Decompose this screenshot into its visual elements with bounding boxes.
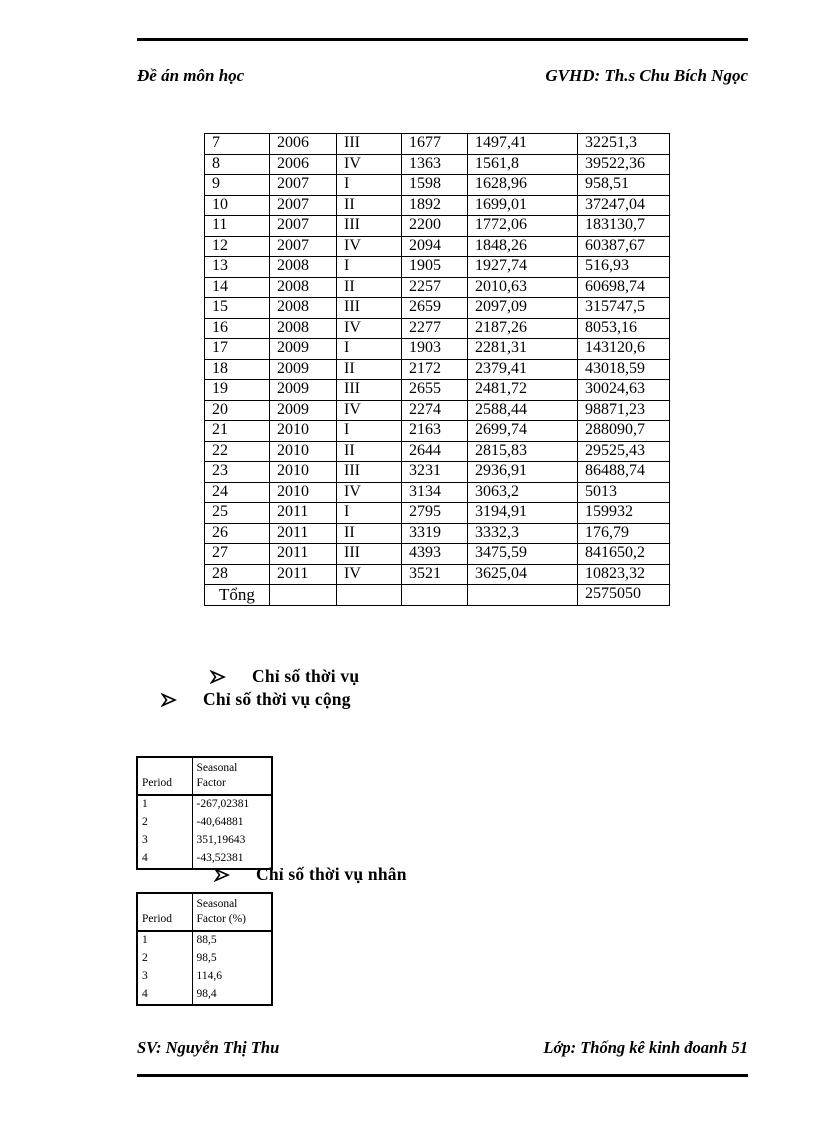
table-cell: 3 [137,968,192,987]
table-cell: 2007 [270,216,337,237]
table-row [137,986,272,1005]
table-cell: 39522,36 [578,154,670,175]
table-row [205,359,670,380]
table-row [205,298,670,319]
table-cell: 1848,26 [468,236,578,257]
table-row [205,421,670,442]
table-cell: -267,02381 [196,797,250,810]
table-cell: I [337,339,402,360]
empty-cell [402,585,468,606]
empty-cell [270,585,337,606]
table-row [205,195,670,216]
table-cell: 2 [137,813,192,832]
table-cell: 1497,41 [468,134,578,155]
seasonal-factor-multiplicative-body [137,931,272,1005]
table-cell: 8053,16 [578,318,670,339]
seasonal-factor-multiplicative-table [136,892,273,1006]
table-cell: III [337,462,402,483]
table-cell: 10 [205,195,270,216]
table-cell: 1903 [402,339,468,360]
table-row [205,441,670,462]
quarterly-data-table-body [205,134,670,585]
seasonal-factor-column-header: Seasonal Factor [192,757,272,795]
table-row [137,931,272,950]
table-cell: 2006 [270,134,337,155]
table-cell: IV [337,154,402,175]
table-cell: 3625,04 [468,564,578,585]
table-row [137,832,272,851]
table-cell: 2011 [270,564,337,585]
table-cell: 29525,43 [578,441,670,462]
table-cell: 2007 [270,236,337,257]
table-row [205,503,670,524]
table-cell: I [337,503,402,524]
table-cell: IV [337,318,402,339]
table-cell: 19 [205,380,270,401]
table-cell: 4 [137,850,192,869]
bullet-label: Chỉ số thời vụ [252,666,360,686]
table-cell: 98,5 [196,951,217,964]
empty-cell [468,585,578,606]
table-cell: 1 [137,795,192,814]
table-cell: 16 [205,318,270,339]
table-cell: 11 [205,216,270,237]
table-cell: 3194,91 [468,503,578,524]
table-cell: 25 [205,503,270,524]
empty-cell [337,585,402,606]
table-cell: 2010,63 [468,277,578,298]
table-cell: IV [337,482,402,503]
seasonal-factor-additive-table [136,756,273,870]
arrowhead-right-icon [210,670,226,684]
table-cell: II [337,195,402,216]
quarterly-data-table [204,133,670,606]
table-cell: IV [337,400,402,421]
table-cell: 2008 [270,318,337,339]
table-cell: 2097,09 [468,298,578,319]
table-row [137,813,272,832]
footer-rule [137,1074,748,1077]
table-row [205,523,670,544]
table-cell: 2009 [270,339,337,360]
table-cell: 2274 [402,400,468,421]
table-cell: 2481,72 [468,380,578,401]
table-cell: 1699,01 [468,195,578,216]
table-cell: II [337,441,402,462]
table-cell: 516,93 [578,257,670,278]
bullet-seasonal-index [210,666,359,687]
table-cell: 2257 [402,277,468,298]
table-cell: 2009 [270,380,337,401]
table-cell: 1 [137,931,192,950]
table-cell: 27 [205,544,270,565]
table-cell: 8 [205,154,270,175]
table-cell: 28 [205,564,270,585]
table-cell: 2200 [402,216,468,237]
table-cell: 2379,41 [468,359,578,380]
total-row [205,585,670,606]
table-cell: 1598 [402,175,468,196]
table-cell: 3475,59 [468,544,578,565]
table-cell: II [337,523,402,544]
table-cell: 1628,96 [468,175,578,196]
table-cell: III [337,298,402,319]
seasonal-factor-column-header: Seasonal Factor (%) [192,893,272,931]
table-row [137,968,272,987]
table-row [205,154,670,175]
table-cell: 60387,67 [578,236,670,257]
table-cell: 37247,04 [578,195,670,216]
table-cell: 86488,74 [578,462,670,483]
table-cell: 60698,74 [578,277,670,298]
table-cell: 32251,3 [578,134,670,155]
table-cell: 3 [137,832,192,851]
table-cell: 2010 [270,462,337,483]
table-cell: 2010 [270,421,337,442]
table-row [205,380,670,401]
table-cell: 2008 [270,257,337,278]
table-cell: 2815,83 [468,441,578,462]
table-cell: 1677 [402,134,468,155]
table-cell: 2006 [270,154,337,175]
table-cell: II [337,359,402,380]
table-cell: 3063,2 [468,482,578,503]
table-cell: 288090,7 [578,421,670,442]
table-cell: III [337,544,402,565]
seasonal-factor-additive-body [137,795,272,869]
header-left-text: Đề án môn học [137,66,245,85]
table-cell: 2007 [270,175,337,196]
table-cell: 315747,5 [578,298,670,319]
table-cell: 13 [205,257,270,278]
table-cell: 2281,31 [468,339,578,360]
period-column-header: Period [137,893,192,931]
table-cell: 4 [137,986,192,1005]
table-cell: 10823,32 [578,564,670,585]
table-row [205,277,670,298]
table-cell: 159932 [578,503,670,524]
bullet-seasonal-index-additive [161,689,351,710]
table-cell: 2 [137,949,192,968]
table-cell: 2011 [270,544,337,565]
table-cell: 43018,59 [578,359,670,380]
table-cell: 2659 [402,298,468,319]
table-cell: 18 [205,359,270,380]
table-cell: 143120,6 [578,339,670,360]
table-cell: -40,64881 [196,815,244,828]
footer-left-text: SV: Nguyễn Thị Thu [137,1038,280,1057]
table-cell: 2588,44 [468,400,578,421]
arrowhead-right-icon [214,868,230,882]
bullet-seasonal-index-multiplicative [214,864,407,885]
header-right-text: GVHD: Th.s Chu Bích Ngọc [545,66,748,85]
table-cell: 12 [205,236,270,257]
table-cell: 2094 [402,236,468,257]
table-cell: 17 [205,339,270,360]
table-cell: 841650,2 [578,544,670,565]
footer-right-text: Lớp: Thống kê kinh đoanh 51 [543,1038,748,1057]
table-cell: 114,6 [196,970,222,983]
table-cell: IV [337,236,402,257]
table-cell: 88,5 [196,933,217,946]
table-cell: 14 [205,277,270,298]
table-cell: 2010 [270,482,337,503]
table-cell: 7 [205,134,270,155]
table-row [205,175,670,196]
table-cell: 3231 [402,462,468,483]
table-cell: 1561,8 [468,154,578,175]
table-cell: 9 [205,175,270,196]
table-cell: 21 [205,421,270,442]
table-cell: 176,79 [578,523,670,544]
table-cell: 24 [205,482,270,503]
table-row [137,795,272,814]
table-cell: 2644 [402,441,468,462]
table-row [205,318,670,339]
table-cell: IV [337,564,402,585]
table-cell: 22 [205,441,270,462]
table-row [205,216,670,237]
table-cell: 2277 [402,318,468,339]
table-header-row [137,893,272,931]
table-cell: 2011 [270,523,337,544]
table-cell: 2655 [402,380,468,401]
table-cell: I [337,421,402,442]
table-cell: 1892 [402,195,468,216]
table-row [205,544,670,565]
running-header [137,66,748,86]
table-cell: 3134 [402,482,468,503]
header-rule [137,38,748,41]
table-cell: 1927,74 [468,257,578,278]
table-cell: III [337,134,402,155]
table-cell: 2172 [402,359,468,380]
table-row [205,257,670,278]
table-cell: 3332,3 [468,523,578,544]
table-cell: I [337,175,402,196]
table-cell: 98,4 [196,988,217,1001]
table-cell: III [337,380,402,401]
table-cell: 1905 [402,257,468,278]
table-cell: 4393 [402,544,468,565]
table-cell: 26 [205,523,270,544]
table-row [205,564,670,585]
table-cell: 98871,23 [578,400,670,421]
table-row [205,339,670,360]
table-cell: 2010 [270,441,337,462]
table-cell: 2795 [402,503,468,524]
table-cell: 2699,74 [468,421,578,442]
table-cell: 2936,91 [468,462,578,483]
bullet-label: Chỉ số thời vụ cộng [203,689,351,709]
table-cell: III [337,216,402,237]
table-cell: 15 [205,298,270,319]
table-cell: 23 [205,462,270,483]
table-row [205,462,670,483]
table-cell: 2011 [270,503,337,524]
table-cell: 2009 [270,359,337,380]
table-cell: 2007 [270,195,337,216]
table-cell: 20 [205,400,270,421]
table-cell: 1772,06 [468,216,578,237]
table-cell: 2008 [270,298,337,319]
bullet-label: Chỉ số thời vụ nhân [256,864,407,884]
table-cell: 1363 [402,154,468,175]
table-cell: 3319 [402,523,468,544]
table-cell: 3521 [402,564,468,585]
table-cell: 5013 [578,482,670,503]
table-cell: 2187,26 [468,318,578,339]
table-cell: 30024,63 [578,380,670,401]
table-cell: 958,51 [578,175,670,196]
table-row [205,400,670,421]
table-cell: I [337,257,402,278]
table-cell: 183130,7 [578,216,670,237]
table-row [137,949,272,968]
table-row [205,134,670,155]
table-header-row [137,757,272,795]
table-cell: 2163 [402,421,468,442]
table-row [205,236,670,257]
table-cell: II [337,277,402,298]
table-cell: -43,52381 [196,852,244,865]
arrowhead-right-icon [161,693,177,707]
table-cell: 2009 [270,400,337,421]
total-label: Tổng [205,585,270,606]
running-footer [137,1038,748,1058]
table-cell: 2008 [270,277,337,298]
total-value: 2575050 [578,585,670,606]
period-column-header: Period [137,757,192,795]
table-row [205,482,670,503]
table-cell: 351,19643 [196,834,246,847]
